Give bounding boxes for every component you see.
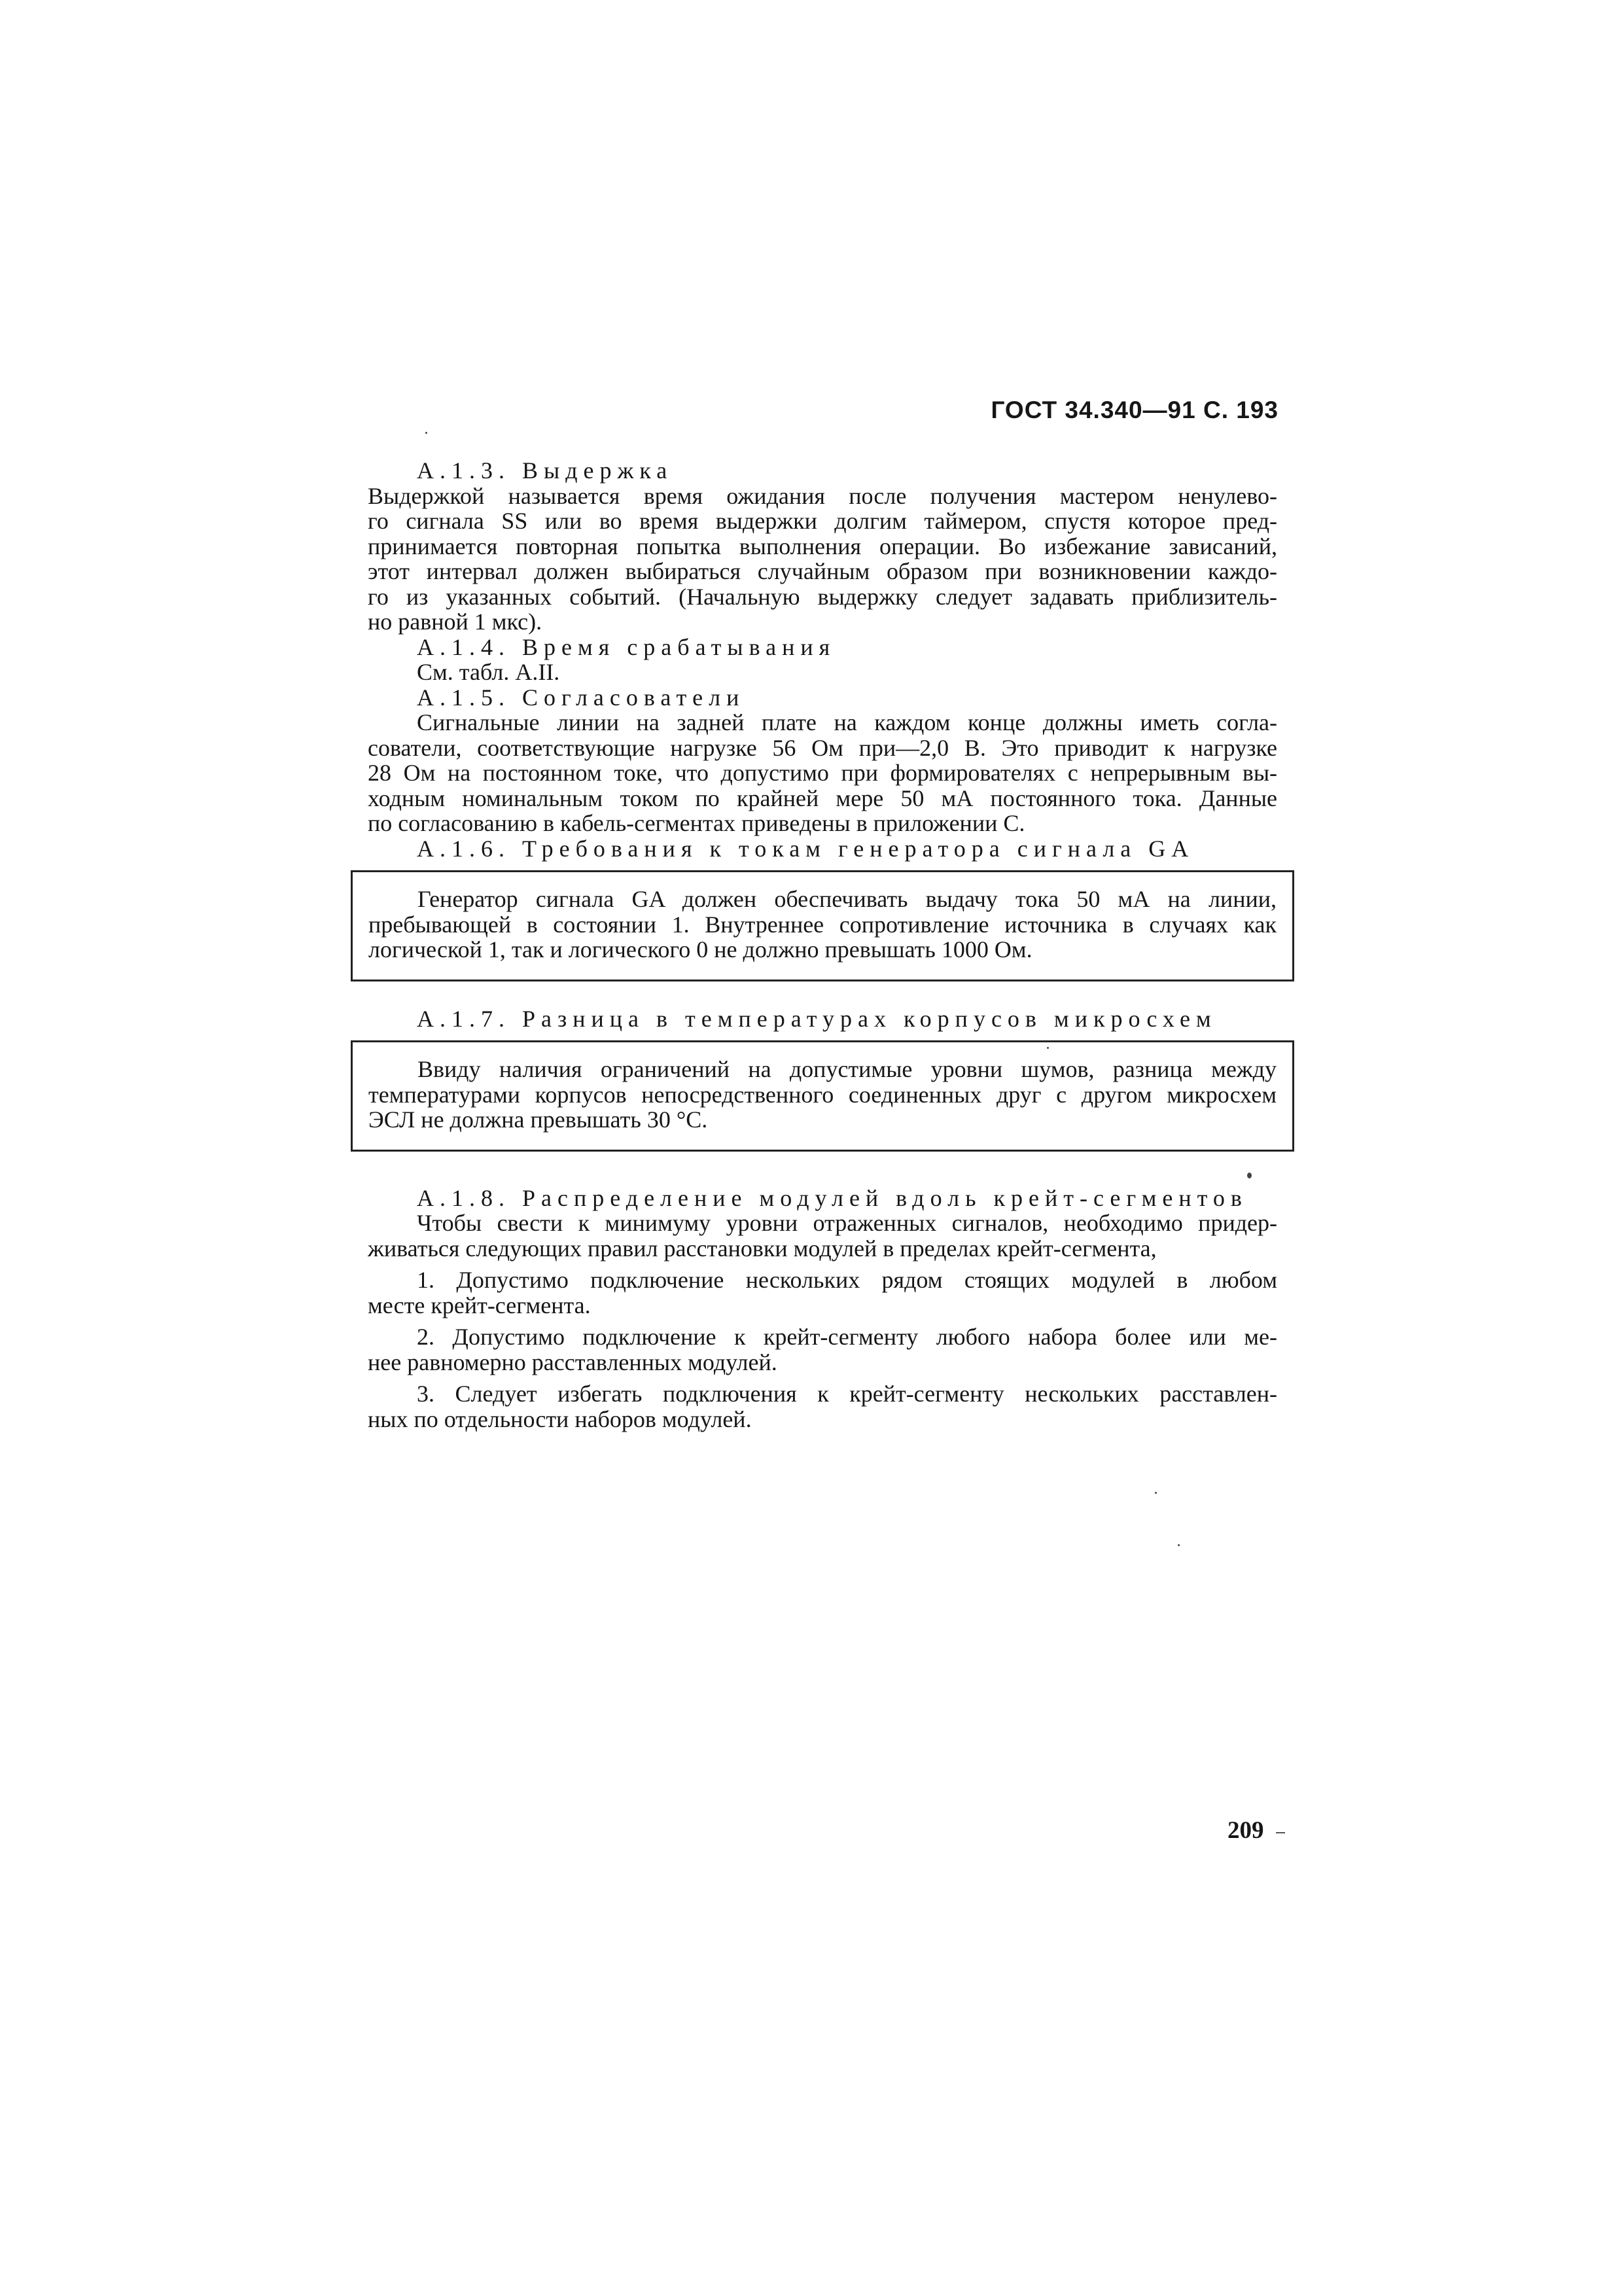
- section-a13: [368, 458, 1277, 635]
- paragraph-line: принимается повторная попытка выполнения операции. Во избежание зависаний,: [368, 533, 1277, 559]
- section-a16: [368, 836, 1277, 981]
- list-item-line: 1. Допустимо подключение нескольких рядом стоящих модулей в любом: [417, 1267, 1277, 1293]
- paragraph-line: Ввиду наличия ограничений на допустимые уровни шумов, разница между: [417, 1056, 1277, 1082]
- list-item-line: ных по отдельности наборов модулей.: [368, 1405, 752, 1432]
- list-item-line: месте крейт-сегмента.: [368, 1292, 591, 1318]
- page-number: 209: [1227, 1817, 1264, 1844]
- section-a15: [368, 685, 1277, 836]
- paragraph-line: по согласованию в кабель-сегментах приведены в приложении С.: [368, 810, 1025, 836]
- list-item: [368, 1324, 1277, 1375]
- boxed-requirement: [351, 1040, 1294, 1152]
- scan-speck: [1247, 1173, 1252, 1178]
- paragraph-line: но равной 1 мкс).: [368, 609, 542, 635]
- scan-dash-mark: [1276, 1832, 1285, 1833]
- section-a14: [368, 635, 1277, 685]
- paragraph-line: го из указанных событий. (Начальную выдержку следует задавать приблизитель-: [368, 583, 1277, 610]
- boxed-requirement: [351, 870, 1294, 981]
- paragraph-line: Чтобы свести к минимуму уровни отраженных сигналов, необходимо придер-: [417, 1210, 1277, 1236]
- section-heading: А.1.4. Время срабатывания: [417, 633, 836, 660]
- paragraph-line: ЭСЛ не должна превышать 30 °С.: [368, 1106, 708, 1133]
- paragraph-line: этот интервал должен выбираться случайным образом при возникновении каждо-: [368, 558, 1277, 584]
- section-heading: А.1.8. Распределение модулей вдоль крейт-сегментов: [417, 1184, 1248, 1211]
- paragraph-line: сователи, соответствующие нагрузке 56 Ом при—2,0 В. Это приводит к нагрузке: [368, 734, 1277, 761]
- paragraph-line: Выдержкой называется время ожидания после получения мастером ненулево-: [368, 482, 1277, 509]
- paragraph-line: ходным номинальным током по крайней мере 50 мА постоянного тока. Данные: [368, 785, 1277, 811]
- paragraph-line: пребывающей в состоянии 1. Внутреннее сопротивление источника в случаях как: [368, 911, 1277, 938]
- paragraph-line: го сигнала SS или во время выдержки долгим таймером, спустя которое пред-: [368, 508, 1277, 534]
- section-heading: А.1.6. Требования к токам генератора сигнала GA: [417, 835, 1195, 862]
- section-heading: А.1.3. Выдержка: [417, 457, 673, 484]
- list-item-line: 2. Допустимо подключение к крейт-сегменту любого набора более или ме-: [417, 1324, 1277, 1350]
- paragraph-line: логической 1, так и логического 0 не должно превышать 1000 Ом.: [368, 936, 1033, 963]
- document-body: [368, 458, 1277, 1432]
- scan-speck: [1178, 1544, 1180, 1546]
- section-a18: [368, 1186, 1277, 1432]
- list-item-line: нее равномерно расставленных модулей.: [368, 1349, 777, 1375]
- page-header: ГОСТ 34.340—91 С. 193: [991, 397, 1279, 423]
- scan-speck: [425, 432, 427, 434]
- paragraph-line: См. табл. А.II.: [417, 659, 560, 685]
- paragraph-line: температурами корпусов непосредственного соединенных друг с другом микросхем: [368, 1081, 1277, 1108]
- paragraph-line: 28 Ом на постоянном токе, что допустимо при формирователях с непрерывным вы-: [368, 760, 1277, 786]
- list-item: [368, 1381, 1277, 1432]
- list-item: [368, 1267, 1277, 1318]
- section-a17: [368, 1006, 1277, 1152]
- paragraph-line: Генератор сигнала GA должен обеспечивать выдачу тока 50 мА на линии,: [417, 886, 1277, 912]
- section-heading: А.1.5. Согласователи: [417, 684, 745, 711]
- scan-speck: [1155, 1492, 1157, 1494]
- paragraph-line: Сигнальные линии на задней плате на каждом конце должны иметь согла-: [417, 709, 1277, 735]
- section-heading: А.1.7. Разница в температурах корпусов микросхем: [417, 1005, 1217, 1032]
- paragraph-line: живаться следующих правил расстановки модулей в пределах крейт-сегмента,: [368, 1235, 1157, 1262]
- scan-speck: [1047, 1047, 1049, 1049]
- list-item-line: 3. Следует избегать подключения к крейт-сегменту нескольких расставлен-: [417, 1381, 1277, 1407]
